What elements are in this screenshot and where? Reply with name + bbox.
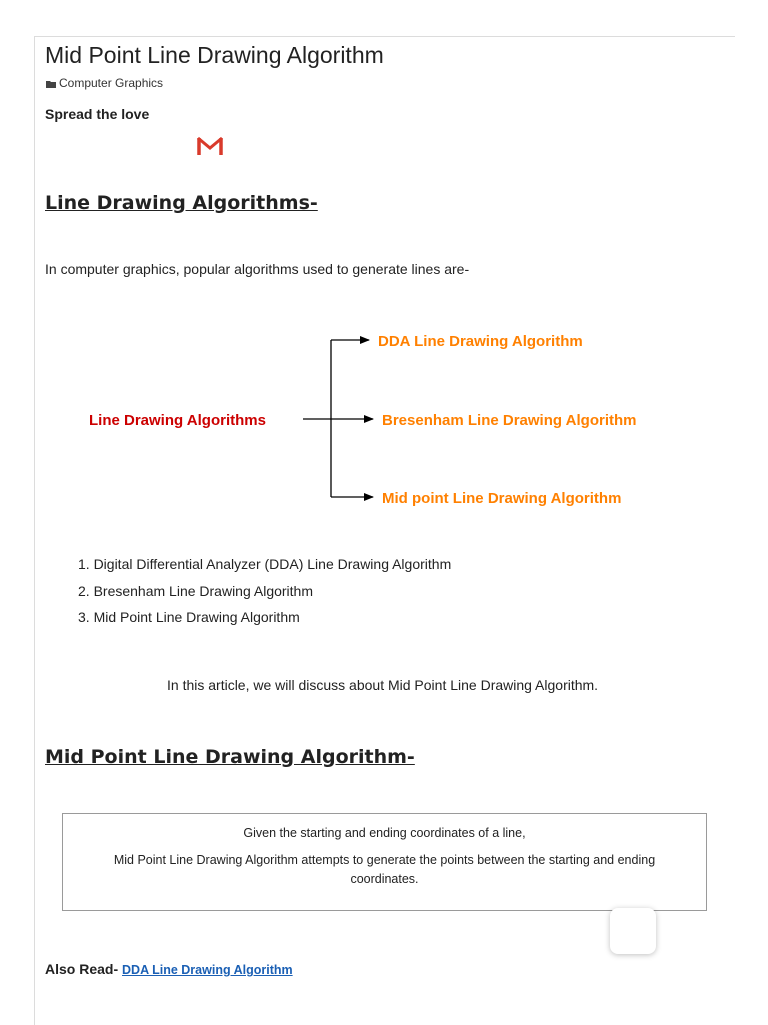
diagram-branch-midpoint: Mid point Line Drawing Algorithm [382,490,622,507]
list-item: 1. Digital Differential Analyzer (DDA) Line Drawing Algorithm [78,556,452,572]
definition-line-2: Mid Point Line Drawing Algorithm attempts to generate the points between the starting and ending coordinates. [113,853,656,886]
intro-paragraph: In computer graphics, popular algorithms used to generate lines are- [45,261,470,277]
also-read-link[interactable]: DDA Line Drawing Algorithm [122,963,293,977]
diagram-root-label: Line Drawing Algorithms [89,412,266,429]
line-drawing-algorithms-diagram [45,318,735,528]
algorithm-list [78,556,451,636]
chat-widget-button[interactable] [610,908,656,954]
post-title: Mid Point Line Drawing Algorithm [45,42,384,68]
heading-line-drawing-algorithms: Line Drawing Algorithms- [45,192,318,214]
article-note: In this article, we will discuss about Mid Point Line Drawing Algorithm. [167,677,599,693]
list-item: 3. Mid Point Line Drawing Algorithm [78,609,300,625]
post-category[interactable] [46,76,163,90]
category-label[interactable]: Computer Graphics [59,76,164,90]
list-item: 2. Bresenham Line Drawing Algorithm [78,582,314,599]
definition-box [62,813,707,911]
also-read-label: Also Read- [45,961,119,977]
gmail-share-button[interactable] [197,136,223,156]
spread-the-love-label: Spread the love [45,106,150,122]
folder-icon [46,80,56,88]
definition-line-1: Given the starting and ending coordinates of a line, [243,826,526,840]
heading-mid-point-algorithm: Mid Point Line Drawing Algorithm- [45,746,415,768]
diagram-branch-bresenham: Bresenham Line Drawing Algorithm [382,412,637,429]
also-read [45,961,293,977]
gmail-icon [197,136,223,156]
diagram-branch-dda: DDA Line Drawing Algorithm [378,333,583,350]
